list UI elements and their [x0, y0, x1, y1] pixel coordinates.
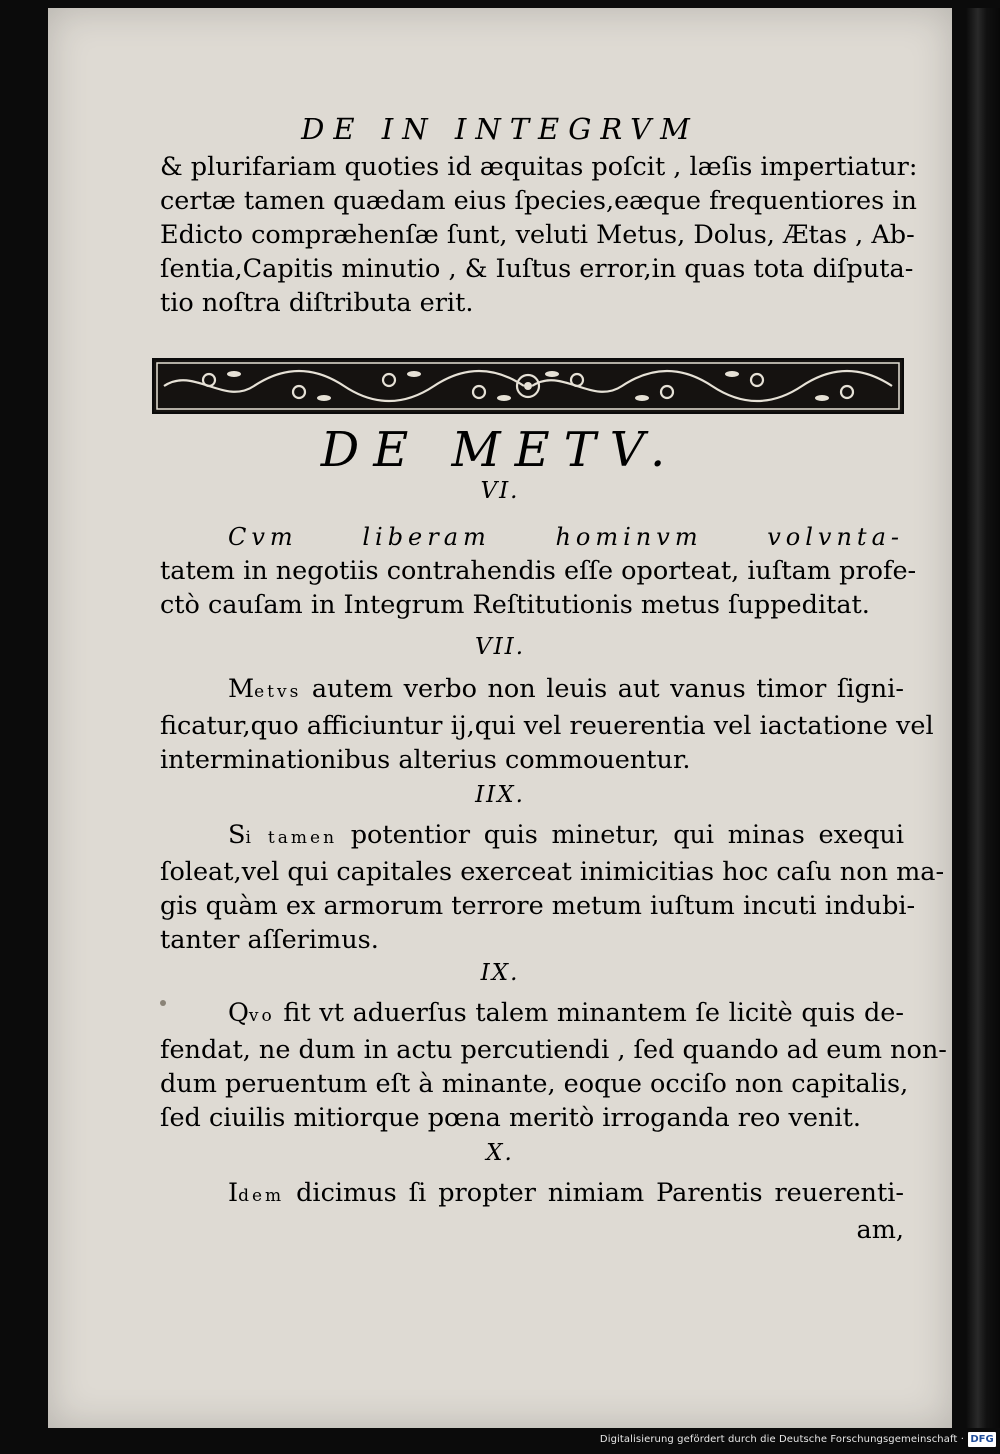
section-numeral: IX.: [480, 960, 520, 986]
paragraph-line: dum peruentum eſt à minante, eoque occiſo non capitalis,: [160, 1069, 909, 1099]
paragraph-line: ſed ciuilis mitiorque pœna meritò irroganda reo venit.: [160, 1103, 861, 1133]
section-numeral: IIX.: [475, 782, 525, 808]
section-numeral: VI.: [480, 478, 520, 504]
paragraph-line: ſoleat,vel qui capitales exerceat inimicitias hoc caſu non ma-: [160, 857, 945, 887]
paragraph-line: ficatur,quo afficiuntur ij,qui vel reuerentia vel iactatione vel: [160, 711, 934, 741]
section-numeral: VII.: [474, 634, 526, 660]
paragraph-first-line: [160, 672, 904, 709]
page-edge-shadow: [966, 8, 1000, 1428]
funding-credit: Digitalisierung gefördert durch die Deutsche Forschungsgemeinschaft ·: [599, 1434, 964, 1445]
intro-line: ſentia,Capitis minutio , & Iuſtus error,in quas tota diſputa-: [160, 254, 914, 284]
dfg-logo-icon: DFG: [968, 1432, 996, 1447]
paragraph-x: [160, 1176, 904, 1247]
intro-line: Edicto compræhenſæ ſunt, veluti Metus, Dolus, Ætas , Ab-: [160, 220, 915, 250]
paragraph-line: fendat, ne dum in actu percutiendi , ſed quando ad eum non-: [160, 1035, 947, 1065]
paragraph-line: tanter aſſerimus.: [160, 925, 379, 955]
intro-paragraph: [160, 150, 918, 320]
intro-line: tio noſtra diſtributa erit.: [160, 288, 474, 318]
section-heading: DE METV.: [320, 422, 680, 478]
paragraph-first-line: [160, 1176, 904, 1213]
footer-bar: [0, 1428, 1000, 1454]
initial-letter: M: [228, 674, 255, 704]
initial-letter: Q: [228, 998, 249, 1028]
paragraph-vi: [160, 520, 917, 622]
paragraph-first-line: [160, 996, 904, 1033]
paragraph-vii: [160, 672, 934, 777]
line-rest: dicimus ſi propter nimiam Parentis reuerenti-: [284, 1178, 904, 1208]
small-caps-lead: vo: [248, 1006, 275, 1026]
paragraph-line: gis quàm ex armorum terrore metum iuſtum incuti indubi-: [160, 891, 916, 921]
line-rest: potentior quis minetur, qui minas exequi: [337, 820, 904, 850]
intro-line: & plurifariam quoties id æquitas poſcit , læſis impertiatur:: [160, 152, 918, 182]
running-head: DE IN INTEGRVM: [301, 112, 699, 146]
paragraph-line: ctò cauſam in Integrum Reſtitutionis metus ſuppeditat.: [160, 590, 870, 620]
initial-letter: S: [228, 820, 246, 850]
small-caps-lead: etvs: [254, 682, 302, 702]
line-rest: autem verbo non leuis aut vanus timor ſigni-: [301, 674, 904, 704]
line-rest: fit vt aduerſus talem minantem ſe licitè quis de-: [274, 998, 904, 1028]
ornamental-band: [152, 358, 904, 414]
section-numeral: X.: [486, 1140, 514, 1166]
paragraph-first-line: [160, 818, 904, 855]
paragraph-iix: [160, 818, 945, 957]
vine-ornament-icon: [154, 360, 902, 412]
small-caps-lead: dem: [238, 1186, 285, 1206]
paragraph-lead: Cvm liberam hominvm volvnta-: [228, 523, 904, 551]
paragraph-line: interminationibus alterius commouentur.: [160, 745, 691, 775]
intro-line: certæ tamen quædam eius ſpecies,eæque frequentiores in: [160, 186, 917, 216]
paragraph-ix: [160, 996, 947, 1135]
catchword: am,: [856, 1215, 904, 1245]
paragraph-line: tatem in negotiis contrahendis eſſe oporteat, iuſtam profe-: [160, 556, 917, 586]
initial-letter: I: [228, 1178, 239, 1208]
small-caps-lead: i tamen: [245, 828, 338, 848]
